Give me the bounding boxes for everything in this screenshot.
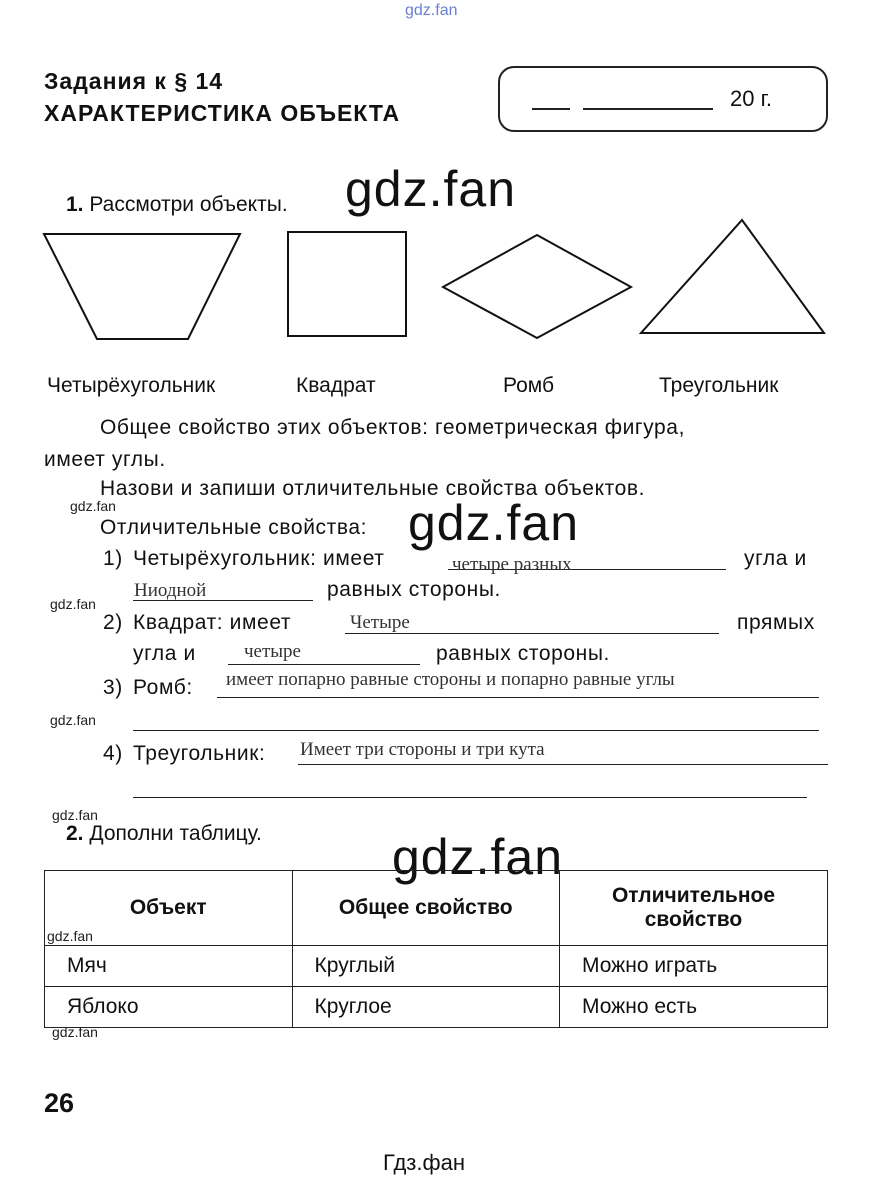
watermark-large: gdz.fan xyxy=(345,161,517,217)
item4-number: 4) xyxy=(103,742,123,765)
section-title: Задания к § 14 xyxy=(44,68,224,94)
footer-caption: Гдз.фан xyxy=(383,1150,465,1175)
watermark-small: gdz.fan xyxy=(50,712,96,728)
item4-answer: Имеет три стороны и три кута xyxy=(300,739,545,760)
item2-text-d: равных стороны. xyxy=(436,642,610,665)
item3-extra-line xyxy=(133,730,819,731)
item1-answer-a: четыре разных xyxy=(452,554,572,575)
table-cell: Можно есть xyxy=(560,987,828,1028)
section-subtitle: ХАРАКТЕРИСТИКА ОБЪЕКТА xyxy=(44,100,401,126)
item4-answer-line xyxy=(298,764,828,765)
item2-text-c: угла и xyxy=(133,642,196,665)
item2-number: 2) xyxy=(103,611,123,634)
table-header-row xyxy=(45,871,828,946)
column-header-distinct: Отличительное свойство xyxy=(560,871,828,946)
distinct-heading: Отличительные свойства: xyxy=(100,516,368,539)
item2-text-b: прямых xyxy=(737,611,815,634)
item1-answer-b: Ниодной xyxy=(134,580,207,601)
page-number: 26 xyxy=(44,1088,75,1118)
rhombus-shape xyxy=(443,235,631,338)
table-cell: Мяч xyxy=(45,946,293,987)
item3-number: 3) xyxy=(103,676,123,699)
watermark-small: gdz.fan xyxy=(50,596,96,612)
task2-prompt: Дополни таблицу. xyxy=(89,822,262,845)
task2-heading xyxy=(66,822,262,846)
item2-answer-b: четыре xyxy=(244,641,301,662)
table-cell: Яблоко xyxy=(45,987,293,1028)
table-cell: Круглый xyxy=(292,946,559,987)
watermark-large: gdz.fan xyxy=(408,495,580,551)
watermark-large: gdz.fan xyxy=(392,829,564,885)
task2-number: 2. xyxy=(66,822,84,845)
table-row xyxy=(45,946,828,987)
triangle-shape xyxy=(641,220,824,333)
shape-label-square: Квадрат xyxy=(296,374,376,397)
table-cell: Можно играть xyxy=(560,946,828,987)
item1-text-a: Четырёхугольник: имеет xyxy=(133,547,385,570)
item2-text-a: Квадрат: имеет xyxy=(133,611,292,634)
quadrilateral-shape xyxy=(44,234,240,339)
item4-text-a: Треугольник: xyxy=(133,742,266,765)
shape-label-triangle: Треугольник xyxy=(659,374,779,397)
item2-answer-line-b xyxy=(228,664,420,665)
shape-label-rhombus: Ромб xyxy=(503,374,554,397)
properties-table xyxy=(44,870,828,1028)
watermark-small: gdz.fan xyxy=(52,1024,98,1040)
item2-answer-a: Четыре xyxy=(350,612,410,633)
column-header-object: Объект xyxy=(45,871,293,946)
table-cell: Круглое xyxy=(292,987,559,1028)
item3-answer: имеет попарно равные стороны и попарно равные углы xyxy=(226,669,675,690)
table-row xyxy=(45,987,828,1028)
shape-label-quadrilateral: Четырёхугольник xyxy=(47,374,216,397)
date-year-label: 20 г. xyxy=(730,86,773,111)
column-header-common: Общее свойство xyxy=(292,871,559,946)
common-property-line1: Общее свойство этих объектов: геометрическая фигура, xyxy=(100,416,686,439)
item4-extra-line xyxy=(133,797,807,798)
common-property-line2: имеет углы. xyxy=(44,448,166,471)
square-shape xyxy=(288,232,406,336)
watermark-small: gdz.fan xyxy=(52,807,98,823)
task1-number: 1. xyxy=(66,193,84,216)
shapes-figure xyxy=(0,0,871,370)
task1-prompt: Рассмотри объекты. xyxy=(89,193,288,216)
instruction-text: Назови и запиши отличительные свойства объектов. xyxy=(100,477,646,500)
watermark-small: gdz.fan xyxy=(70,498,116,514)
item3-answer-line xyxy=(217,697,819,698)
watermark-small: gdz.fan xyxy=(47,928,93,944)
item1-text-b: угла и xyxy=(744,547,807,570)
watermark-top: gdz.fan xyxy=(405,2,458,19)
item3-text-a: Ромб: xyxy=(133,676,193,699)
item1-text-c: равных стороны. xyxy=(327,578,501,601)
item1-number: 1) xyxy=(103,547,123,570)
